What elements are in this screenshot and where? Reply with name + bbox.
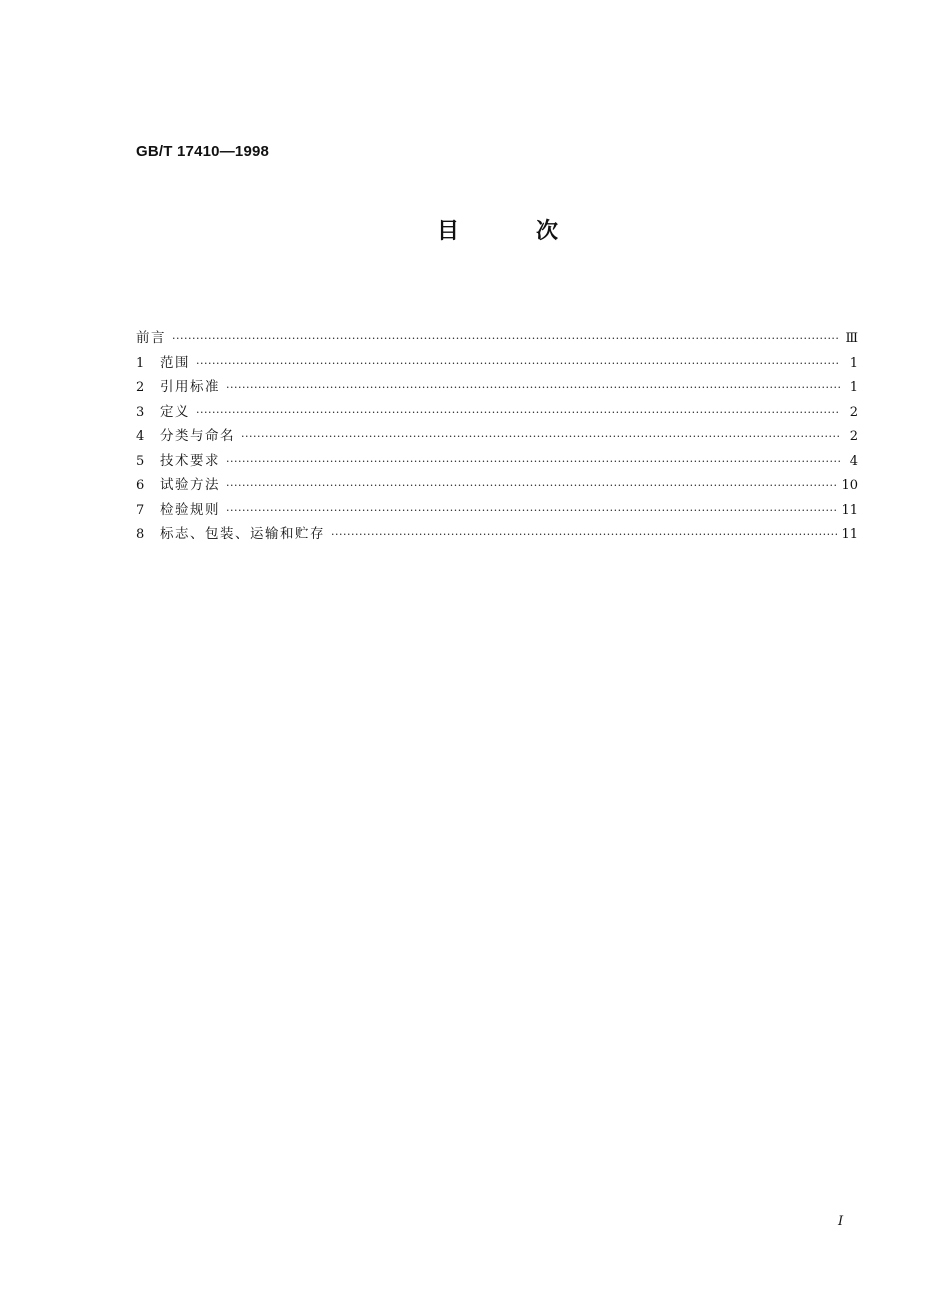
dot-leader xyxy=(172,327,840,352)
toc-entry-page: 2 xyxy=(849,404,858,420)
dot-leader xyxy=(226,499,837,524)
toc-entry-page: 2 xyxy=(849,429,858,444)
toc-entry-number: 4 xyxy=(136,429,145,444)
toc-entry-label: 定义 xyxy=(160,403,190,420)
toc-entry-number: 3 xyxy=(136,404,145,420)
table-of-contents xyxy=(136,326,858,547)
toc-entry-5[interactable] xyxy=(136,449,858,474)
toc-entry-number: 6 xyxy=(136,478,145,493)
toc-entry-8[interactable] xyxy=(136,522,858,547)
toc-entry-page: Ⅲ xyxy=(845,331,858,346)
toc-entry-label: 范围 xyxy=(160,354,190,371)
toc-entry-label: 检验规则 xyxy=(160,501,220,518)
toc-entry-number: 8 xyxy=(136,527,145,542)
toc-entry-page: 4 xyxy=(849,453,858,469)
toc-entry-page: 1 xyxy=(849,355,858,371)
toc-entry-6[interactable] xyxy=(136,473,858,498)
toc-entry-number: 2 xyxy=(136,380,145,395)
page-number: Ⅰ xyxy=(838,1214,844,1229)
toc-entry-page: 10 xyxy=(841,478,858,493)
toc-entry-label: 试验方法 xyxy=(160,477,220,493)
toc-entry-label: 标志、包装、运输和贮存 xyxy=(160,526,325,542)
dot-leader xyxy=(196,401,840,426)
toc-entry-page: 1 xyxy=(849,380,858,395)
toc-entry-1[interactable] xyxy=(136,351,858,376)
dot-leader xyxy=(331,523,837,548)
toc-entry-foreword[interactable] xyxy=(136,326,858,351)
dot-leader xyxy=(226,376,840,401)
dot-leader xyxy=(196,352,840,377)
toc-entry-number: 5 xyxy=(136,453,145,469)
toc-entry-label: 前言 xyxy=(136,330,166,346)
toc-title-char-2: 次 xyxy=(536,219,559,244)
toc-entry-page: 11 xyxy=(841,527,858,542)
toc-entry-7[interactable] xyxy=(136,498,858,523)
dot-leader xyxy=(226,474,837,499)
dot-leader xyxy=(226,450,840,475)
toc-entry-label: 分类与命名 xyxy=(160,428,235,444)
toc-entry-4[interactable] xyxy=(136,424,858,449)
toc-entry-number: 7 xyxy=(136,502,145,518)
standard-code: GB/T 17410—1998 xyxy=(136,143,270,160)
toc-entry-page: 11 xyxy=(841,502,858,518)
toc-entry-label: 引用标准 xyxy=(160,379,220,395)
toc-entry-2[interactable] xyxy=(136,375,858,400)
toc-entry-label: 技术要求 xyxy=(160,452,220,469)
toc-title-char-1: 目 xyxy=(437,219,460,244)
toc-entry-3[interactable] xyxy=(136,400,858,425)
dot-leader xyxy=(241,425,840,450)
toc-entry-number: 1 xyxy=(136,355,145,371)
